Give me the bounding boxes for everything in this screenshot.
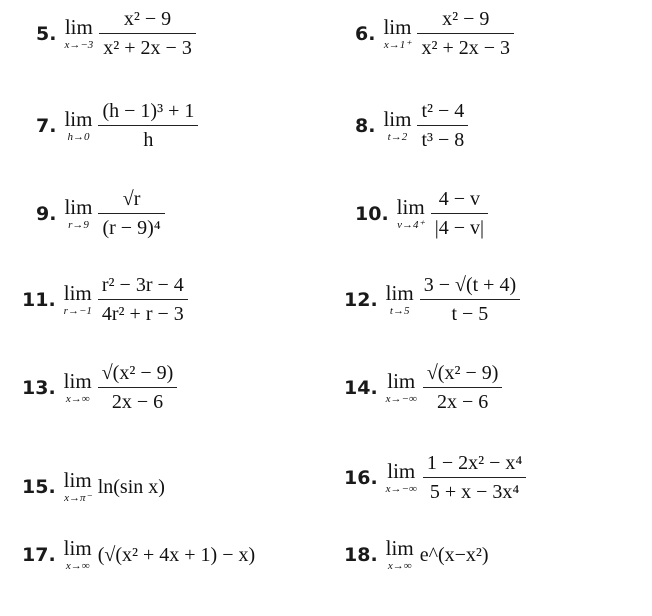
limit-approach: x→−∞ <box>385 392 417 405</box>
numerator: √(x² − 9) <box>426 362 499 384</box>
numerator: √(x² − 9) <box>101 362 174 384</box>
denominator: (r − 9)⁴ <box>102 217 161 239</box>
problem-10 <box>355 188 488 239</box>
limit-operator <box>386 538 414 572</box>
numerator: 1 − 2x² − x⁴ <box>426 452 523 474</box>
numerator: 3 − √(t + 4) <box>423 274 517 296</box>
limit-approach: x→∞ <box>65 392 90 405</box>
problem-16 <box>344 452 526 503</box>
limit-approach: x→−3 <box>64 38 94 51</box>
problem-number: 15. <box>22 476 56 498</box>
problem-number: 17. <box>22 544 56 566</box>
problem-15 <box>22 470 165 504</box>
numerator: √r <box>122 188 141 210</box>
problem-number: 13. <box>22 376 56 399</box>
limit-approach: x→1⁺ <box>383 38 412 51</box>
limit-operator <box>396 194 425 231</box>
lim-word: lim <box>385 280 414 305</box>
problem-number: 5. <box>36 22 57 45</box>
denominator: t − 5 <box>451 303 489 325</box>
limit-operator <box>64 14 94 51</box>
limit-approach: x→∞ <box>387 560 412 572</box>
denominator: 4r² + r − 3 <box>101 303 184 325</box>
limit-operator <box>64 194 93 231</box>
lim-word: lim <box>63 280 92 305</box>
limit-approach: r→9 <box>68 218 89 231</box>
limit-operator <box>64 470 92 504</box>
problem-number: 9. <box>36 202 57 225</box>
fraction <box>420 274 520 325</box>
denominator: x² + 2x − 3 <box>421 37 511 59</box>
fraction <box>417 100 468 151</box>
limit-approach: t→5 <box>389 304 410 317</box>
lim-word: lim <box>396 194 425 219</box>
problem-14 <box>344 362 502 413</box>
fraction <box>417 8 514 59</box>
problem-9 <box>36 188 165 239</box>
fraction <box>423 362 503 413</box>
numerator: x² − 9 <box>123 8 172 30</box>
numerator: (h − 1)³ + 1 <box>102 100 195 122</box>
lim-word: lim <box>383 14 412 39</box>
limit-approach: v→4⁺ <box>397 218 425 231</box>
limit-approach: x→π⁻ <box>64 492 92 504</box>
problem-number: 6. <box>355 22 376 45</box>
expression: ln(sin x) <box>97 475 165 498</box>
fraction <box>423 452 527 503</box>
problem-number: 10. <box>355 202 389 225</box>
limit-operator <box>385 280 414 317</box>
expression: (√(x² + 4x + 1) − x) <box>97 543 256 566</box>
limit-approach: r→−1 <box>63 304 92 317</box>
fraction <box>98 362 178 413</box>
problem-5 <box>36 8 196 59</box>
limit-approach: x→∞ <box>65 560 90 572</box>
lim-word: lim <box>63 536 92 560</box>
limit-operator <box>63 280 92 317</box>
limit-operator <box>383 14 412 51</box>
lim-word: lim <box>64 194 93 219</box>
lim-word: lim <box>64 14 93 39</box>
limit-approach: h→0 <box>67 130 90 143</box>
problem-number: 18. <box>344 544 378 566</box>
fraction <box>98 100 198 151</box>
fraction <box>98 274 188 325</box>
denominator: x² + 2x − 3 <box>103 37 192 59</box>
fraction <box>98 188 164 239</box>
lim-word: lim <box>387 368 416 393</box>
numerator: 4 − v <box>438 188 480 210</box>
lim-word: lim <box>64 106 93 131</box>
numerator: t² − 4 <box>421 100 465 122</box>
denominator: 2x − 6 <box>111 391 164 413</box>
denominator: 2x − 6 <box>436 391 489 413</box>
problem-number: 12. <box>344 288 378 311</box>
denominator: h <box>143 129 154 151</box>
problem-number: 8. <box>355 114 376 137</box>
fraction <box>431 188 488 239</box>
problem-number: 14. <box>344 376 378 399</box>
problem-12 <box>344 274 520 325</box>
lim-word: lim <box>63 468 92 492</box>
problem-13 <box>22 362 177 413</box>
limit-operator <box>63 368 92 405</box>
limit-operator <box>383 106 412 143</box>
limit-operator <box>385 458 417 495</box>
problem-number: 16. <box>344 466 378 489</box>
denominator: |4 − v| <box>434 217 484 239</box>
problem-18 <box>344 538 489 572</box>
fraction <box>99 8 196 59</box>
problem-6 <box>355 8 514 59</box>
problem-7 <box>36 100 198 151</box>
denominator: t³ − 8 <box>421 129 465 151</box>
limit-operator <box>64 538 92 572</box>
lim-word: lim <box>387 458 416 483</box>
limit-operator <box>385 368 417 405</box>
limit-approach: t→2 <box>387 130 408 143</box>
lim-word: lim <box>383 106 412 131</box>
denominator: 5 + x − 3x⁴ <box>429 481 520 503</box>
numerator: x² − 9 <box>442 8 490 30</box>
problem-number: 11. <box>22 288 56 311</box>
limit-operator <box>64 106 93 143</box>
limit-approach: x→−∞ <box>385 482 417 495</box>
problem-17 <box>22 538 255 572</box>
numerator: r² − 3r − 4 <box>101 274 184 296</box>
problem-11 <box>22 274 188 325</box>
problem-8 <box>355 100 468 151</box>
problem-number: 7. <box>36 114 57 137</box>
expression: e^(x−x²) <box>419 543 489 566</box>
lim-word: lim <box>63 368 92 393</box>
lim-word: lim <box>385 536 414 560</box>
